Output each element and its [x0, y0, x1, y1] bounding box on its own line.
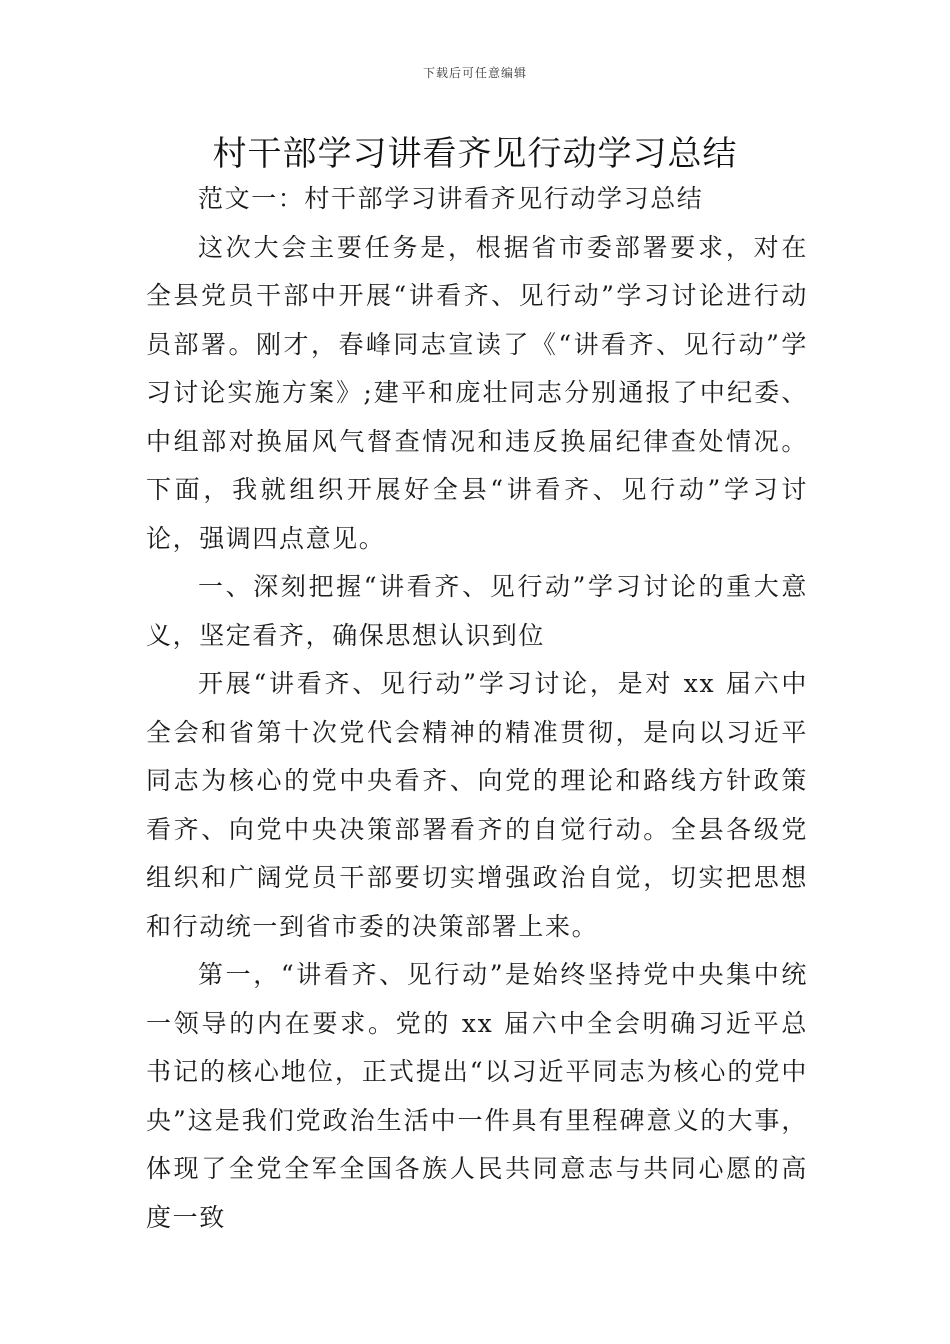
document-body [146, 175, 808, 1242]
paragraph: 第一，“讲看齐、见行动”是始终坚持党中央集中统一领导的内在要求。党的 xx 届六中全会明确习近平总书记的核心地位，正式提出“以习近平同志为核心的党中央”这是我们党政治生活中一件具有里程碑意义的大事，体现了全党全军全国各族人民共同意志与共同心愿的高度一致 [146, 960, 808, 1232]
paragraph: 这次大会主要任务是，根据省市委部署要求，对在全县党员干部中开展“讲看齐、见行动”学习讨论进行动员部署。刚才，春峰同志宣读了《“讲看齐、见行动”学习讨论实施方案》;建平和庞壮同志分别通报了中纪委、中组部对换届风气督查情况和违反换届纪律查处情况。下面，我就组织开展好全县“讲看齐、见行动”学习讨论，强调四点意见。 [146, 232, 808, 553]
section-heading: 一、深刻把握“讲看齐、见行动”学习讨论的重大意义，坚定看齐，确保思想认识到位 [146, 572, 808, 650]
document-title: 村干部学习讲看齐见行动学习总结 [212, 134, 738, 174]
header-note: 下载后可任意编辑 [422, 66, 527, 80]
paragraph-subtitle: 范文一：村干部学习讲看齐见行动学习总结 [198, 184, 704, 213]
paragraph: 开展“讲看齐、见行动”学习讨论，是对 xx 届六中全会和省第十次党代会精神的精准贯彻，是向以习近平同志为核心的党中央看齐、向党的理论和路线方针政策看齐、向党中央决策部署看齐的自觉行动。全县各级党组织和广阔党员干部要切实增强政治自觉，切实把思想和行动统一到省市委的决策部署上来。 [146, 669, 808, 941]
